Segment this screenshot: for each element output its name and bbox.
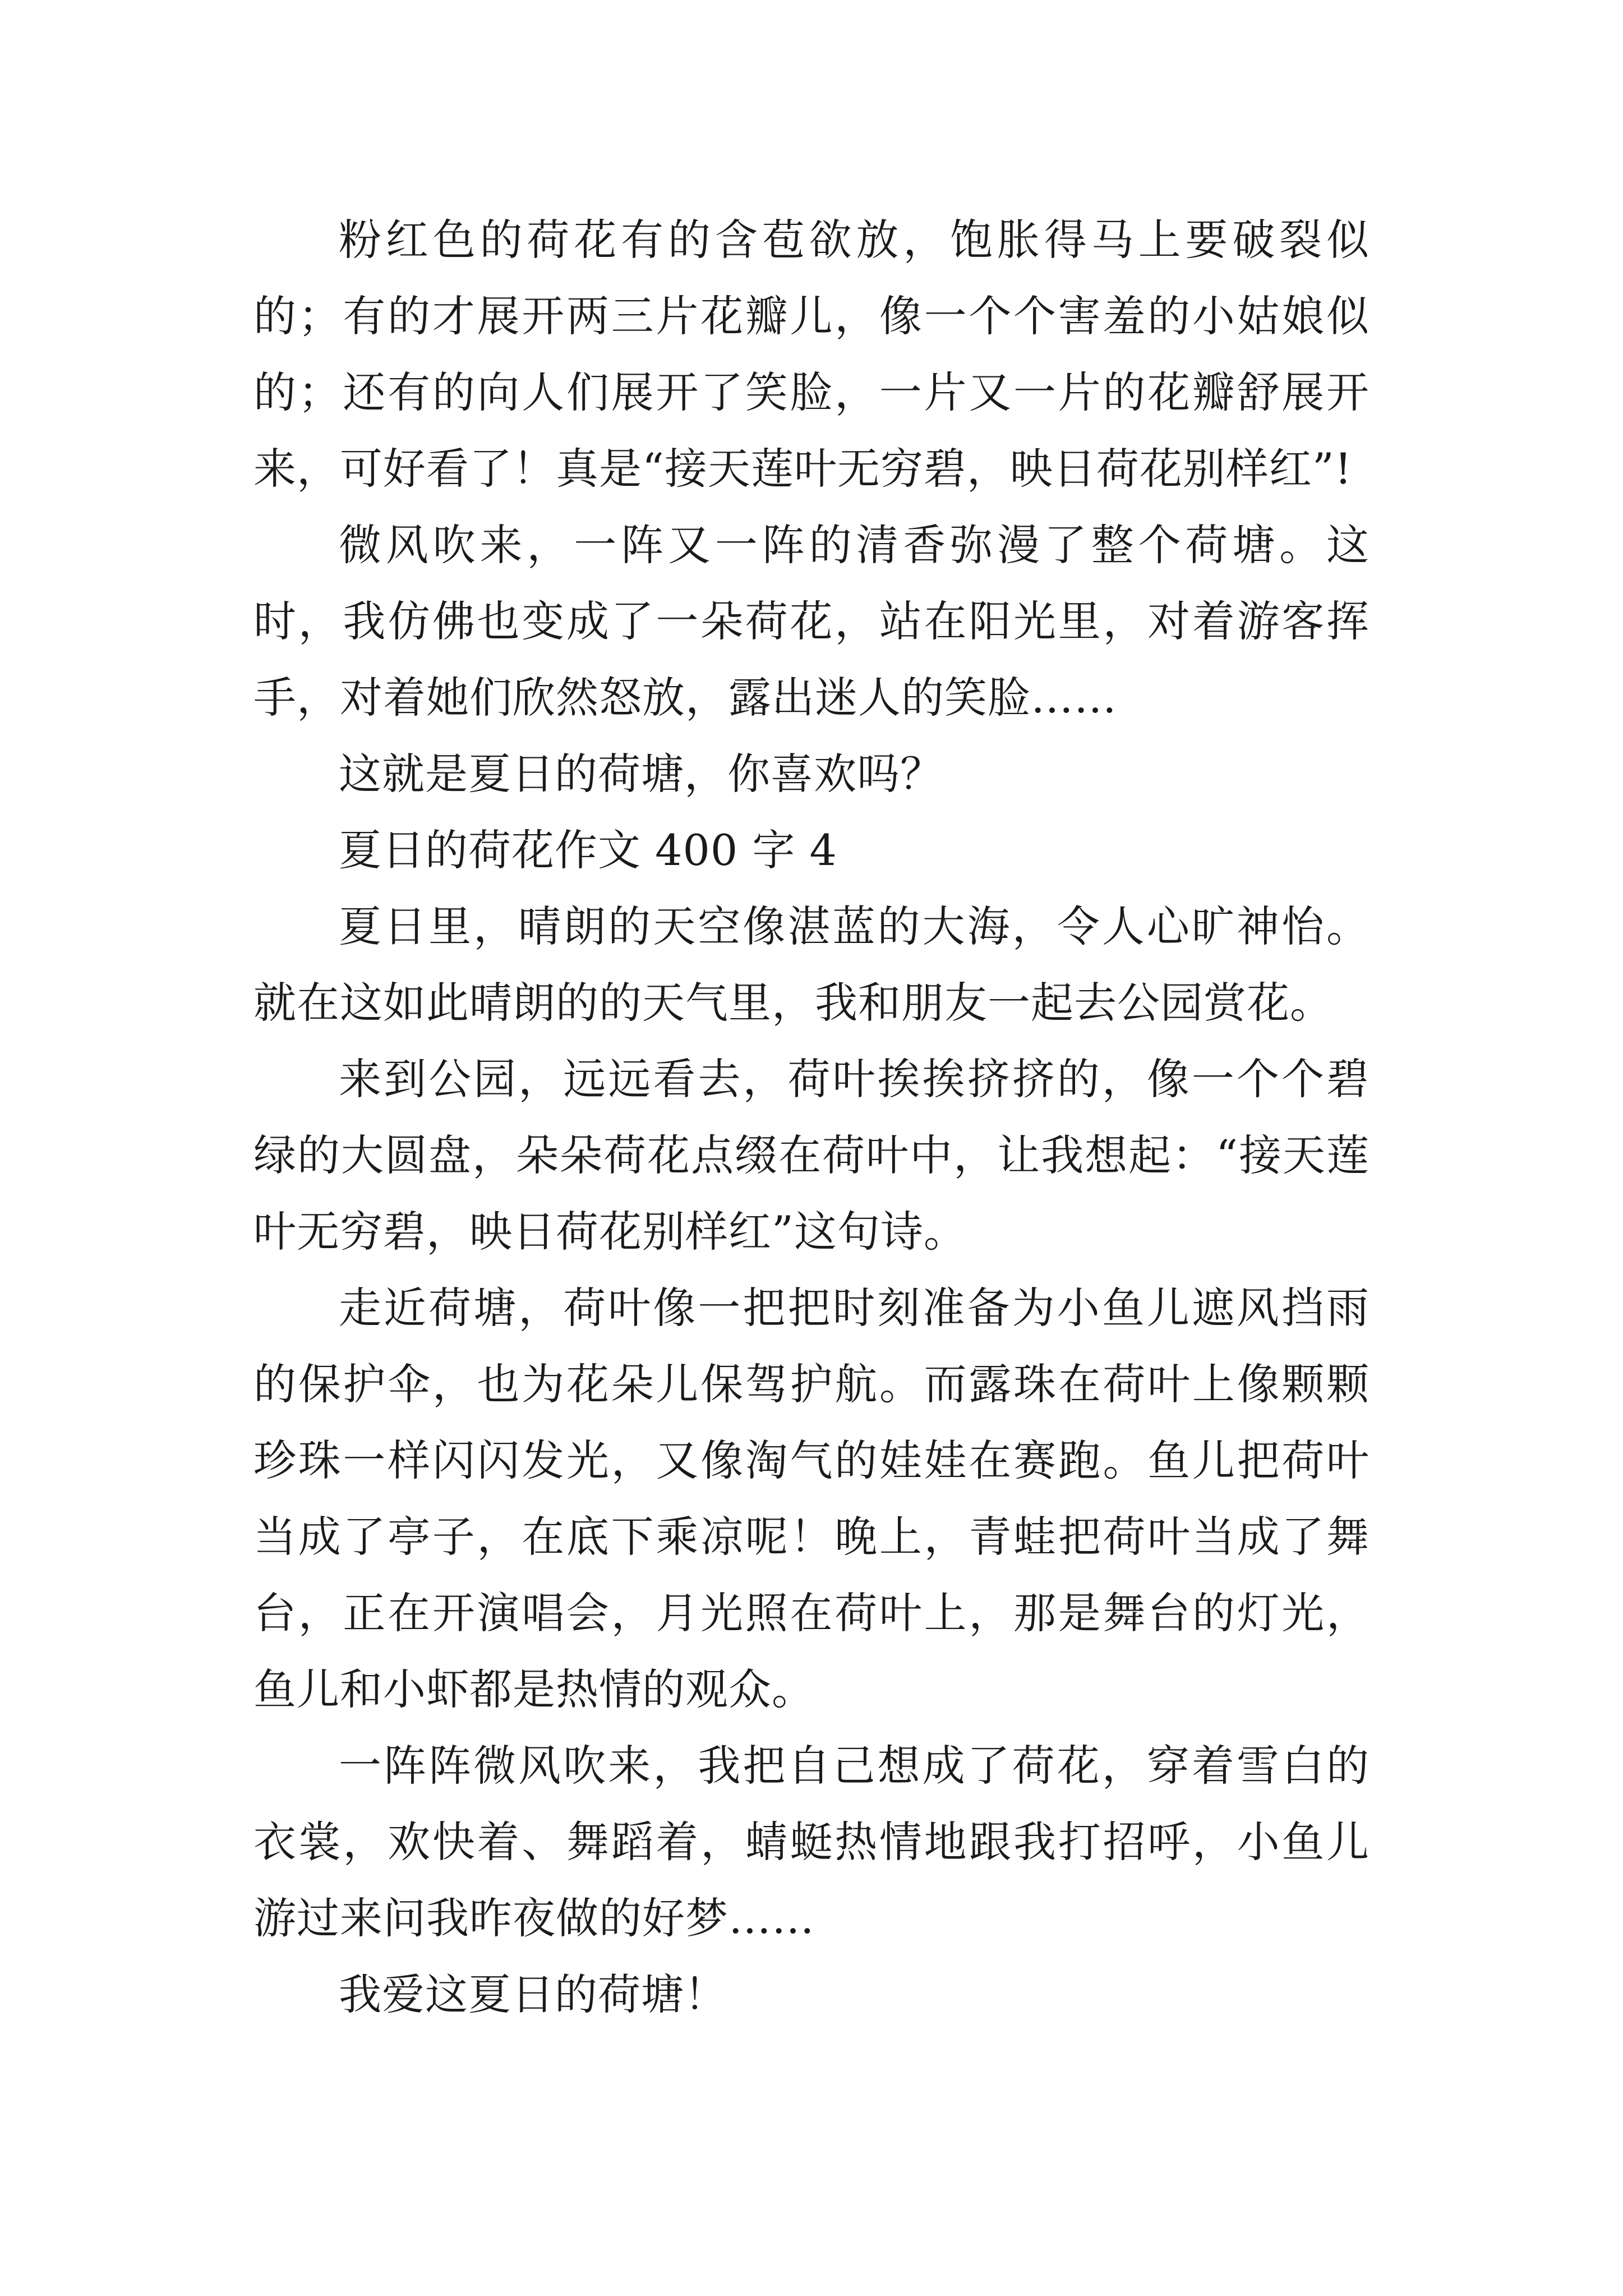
paragraph-6: 来到公园，远远看去，荷叶挨挨挤挤的，像一个个碧绿的大圆盘，朵朵荷花点缀在荷叶中，让我想起：“接天莲叶无穷碧，映日荷花别样红”这句诗。 [253,1054,1370,1257]
paragraph-5: 夏日里，晴朗的天空像湛蓝的大海，令人心旷神怡。就在这如此晴朗的的天气里，我和朋友一起去公园赏花。 [253,901,1370,1028]
paragraph-3: 这就是夏日的荷塘，你喜欢吗？ [339,749,943,799]
paragraph-2: 微风吹来，一阵又一阵的清香弥漫了整个荷塘。这时，我仿佛也变成了一朵荷花，站在阳光里，对着游客挥手，对着她们欣然怒放，露出迷人的笑脸…… [253,520,1370,723]
document-body [253,202,1370,2033]
section-heading: 夏日的荷花作文 400 字 4 [339,825,837,875]
paragraph-7: 走近荷塘，荷叶像一把把时刻准备为小鱼儿遮风挡雨的保护伞，也为花朵儿保驾护航。而露珠在荷叶上像颗颗珍珠一样闪闪发光，又像淘气的娃娃在赛跑。鱼儿把荷叶当成了亭子，在底下乘凉呢！晚上，青蛙把荷叶当成了舞台，正在开演唱会，月光照在荷叶上，那是舞台的灯光，鱼儿和小虾都是热情的观众。 [253,1283,1370,1714]
paragraph-8: 一阵阵微风吹来，我把自己想成了荷花，穿着雪白的衣裳，欢快着、舞蹈着，蜻蜓热情地跟我打招呼，小鱼儿游过来问我昨夜做的好梦…… [253,1741,1370,1943]
paragraph-1: 粉红色的荷花有的含苞欲放，饱胀得马上要破裂似的；有的才展开两三片花瓣儿，像一个个害羞的小姑娘似的；还有的向人们展开了笑脸，一片又一片的花瓣舒展开来，可好看了！真是“接天莲叶无穷碧，映日荷花别样红”! [253,215,1370,494]
paragraph-9: 我爱这夏日的荷塘！ [339,1970,727,2019]
